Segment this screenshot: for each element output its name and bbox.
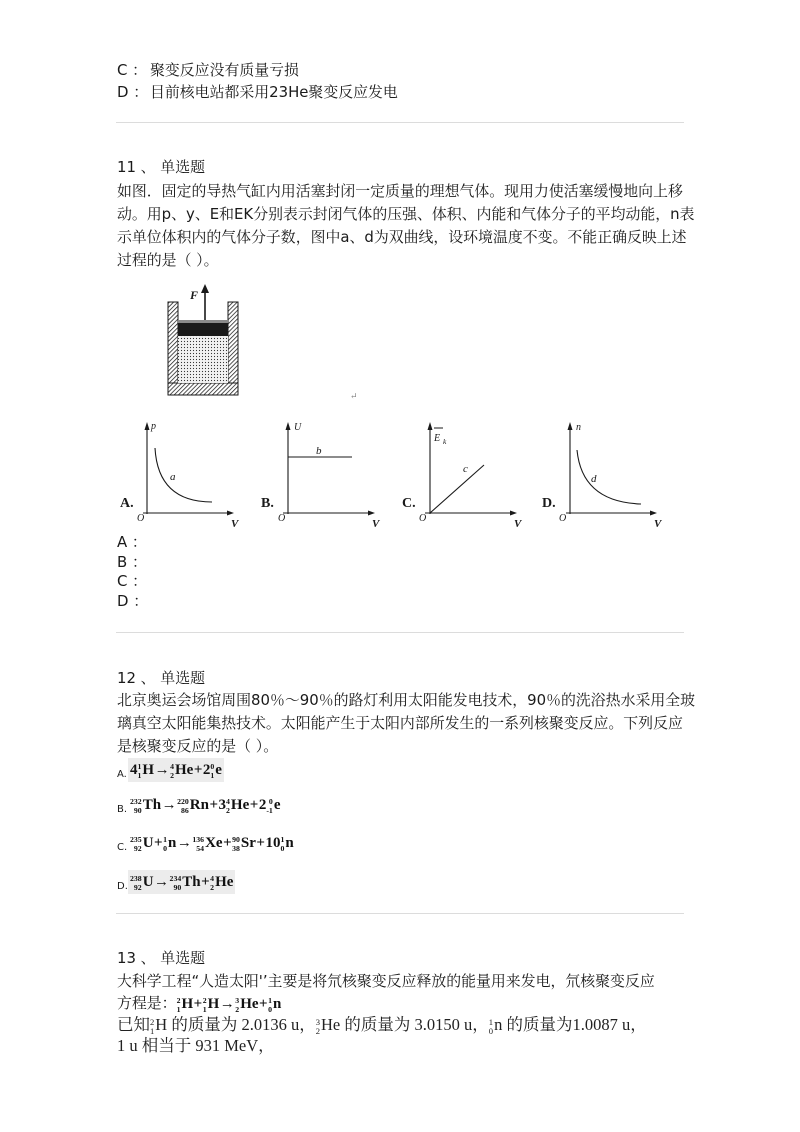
element-symbol: He: [174, 762, 194, 778]
nuclide-numbers: [130, 836, 142, 852]
nuclide: [280, 831, 293, 855]
formula-text: 的质量为 2.0136 u，: [167, 1015, 316, 1034]
atomic-number: 0: [268, 1004, 272, 1014]
question-header: 12 、 单选题: [117, 669, 205, 687]
nuclear-equation: [128, 831, 296, 855]
y-axis-arrow-icon: [568, 422, 573, 430]
mass-number: 4: [170, 762, 174, 772]
atomic-number: 2: [170, 770, 174, 780]
gas-region: [178, 336, 228, 383]
option-c[interactable]: [117, 831, 417, 855]
stem-line: 大科学工程“人造太阳'’主要是将氘核聚变反应释放的能量用来发电，氘核聚变反应: [117, 972, 655, 990]
element-symbol: U: [142, 835, 154, 851]
nuclide: [130, 831, 154, 855]
origin-label: O: [137, 513, 145, 524]
nuclide-numbers: [177, 997, 181, 1013]
coefficient: 2: [258, 797, 267, 813]
operator: →: [154, 762, 170, 778]
element-symbol: He: [215, 874, 234, 890]
formula-text: 的质量为 3.0150 u，: [340, 1015, 489, 1034]
nuclide-numbers: [210, 875, 214, 891]
x-axis-arrow-icon: [650, 511, 657, 516]
nuclide: [192, 831, 222, 855]
atomic-number: 1: [176, 1004, 181, 1014]
mass-number: 0: [268, 797, 273, 807]
nuclide: [163, 831, 176, 855]
x-axis-arrow-icon: [227, 511, 234, 516]
atomic-number: -1: [266, 805, 273, 815]
nuclide-numbers: [235, 997, 239, 1013]
nuclide-numbers: [130, 875, 142, 891]
atomic-number: 92: [133, 882, 142, 892]
nuclide: [177, 793, 209, 817]
force-label: F: [190, 288, 199, 302]
atomic-number: 1: [150, 1025, 155, 1036]
atomic-number: 1: [202, 1004, 207, 1014]
atomic-number: 2: [315, 1025, 321, 1036]
mass-number: 90: [232, 835, 240, 845]
nuclear-equation: [128, 793, 282, 817]
operator: →: [161, 797, 177, 813]
x-axis-label: V: [654, 518, 662, 530]
nuclide-numbers: [489, 1018, 493, 1036]
atomic-number: 0: [488, 1025, 494, 1036]
element-symbol: Sr: [240, 835, 256, 851]
mass-number: 235: [130, 835, 142, 845]
mass-number: 2: [150, 1016, 155, 1027]
element-symbol: Rn: [189, 797, 209, 813]
graph-option-label: C.: [402, 496, 416, 511]
x-axis-label: V: [231, 518, 239, 530]
nuclide-numbers: [232, 836, 240, 852]
element-symbol: Xe: [205, 835, 223, 851]
nuclide-numbers: [150, 1018, 154, 1036]
nuclide-numbers: [130, 798, 142, 814]
atomic-number: 0: [163, 843, 168, 853]
atomic-number: 90: [173, 882, 182, 892]
option-graphs: [0, 410, 800, 532]
curve-label: a: [170, 471, 176, 483]
element-symbol: He: [240, 996, 259, 1012]
question-stem: [117, 689, 695, 758]
atomic-number: 86: [180, 805, 189, 815]
cylinder-piston-figure: [0, 280, 400, 405]
coefficient: 4: [130, 762, 138, 778]
stem-line: 璃真空太阳能集热技术。太阳能产生于太阳内部所发生的一系列核聚变反应。下列反应: [117, 713, 683, 732]
proportional-line: [430, 465, 484, 513]
equation-line: [117, 992, 281, 1014]
nuclide-numbers: [163, 836, 167, 852]
nuclide: [210, 870, 233, 894]
operator: +: [223, 835, 232, 851]
cylinder-left-wall: [168, 302, 178, 395]
stem-line: 如图．固定的导热气缸内用活塞封闭一定质量的理想气体。现用力使活塞缓慢地向上移: [117, 181, 683, 200]
mass-number: 4: [210, 874, 215, 884]
nuclide: [210, 758, 222, 782]
operator: +: [249, 797, 259, 813]
nuclide: [266, 793, 280, 817]
fusion-equation: [177, 996, 282, 1012]
mass-number: 0: [210, 762, 215, 772]
option-a[interactable]: [117, 758, 417, 782]
element-symbol: H: [142, 762, 155, 778]
element-symbol: He: [321, 1015, 341, 1034]
nuclide: [489, 1014, 503, 1036]
element-symbol: H: [207, 996, 220, 1012]
option-label: C.: [117, 842, 128, 853]
question-divider: [116, 632, 684, 633]
mass-number: 238: [130, 874, 142, 884]
mass-number: 1: [137, 762, 142, 772]
nuclide-numbers: [226, 798, 230, 814]
atomic-number: 54: [196, 843, 205, 853]
mass-number: 3: [315, 1016, 321, 1027]
graph-d: [542, 422, 663, 530]
atomic-number: 1: [210, 770, 215, 780]
cylinder-right-wall: [228, 302, 238, 395]
y-axis-arrow-icon: [428, 422, 433, 430]
nuclide-numbers: [266, 798, 273, 814]
nuclide-numbers: [192, 836, 204, 852]
nuclide: [268, 993, 281, 1015]
operator: →: [176, 835, 192, 851]
element-symbol: n: [273, 996, 282, 1012]
nuclide: [203, 993, 220, 1015]
operator: +: [256, 835, 265, 851]
option-label: D.: [117, 881, 128, 892]
nuclide-numbers: [177, 798, 189, 814]
coefficient: 3: [218, 797, 227, 813]
nuclide-numbers: [316, 1018, 320, 1036]
stem-line: 过程的是（ ）。: [117, 250, 219, 269]
origin-label: O: [278, 513, 286, 524]
nuclide: [316, 1014, 341, 1036]
nuclear-equation: [128, 758, 224, 782]
curve-label: d: [591, 473, 597, 485]
atomic-number: 0: [280, 843, 285, 853]
mass-number: 2: [202, 996, 207, 1006]
nuclide-numbers: [170, 875, 182, 891]
option-b[interactable]: B ：: [117, 552, 147, 571]
element-symbol: U: [142, 874, 154, 890]
formula-text: 已知: [117, 1015, 150, 1034]
element-symbol: n: [494, 1015, 503, 1034]
stem-line: 示单位体积内的气体分子数，图中a、d为双曲线，设环境温度不变。不能正确反映上述: [117, 227, 687, 246]
nuclide: [138, 758, 155, 782]
equation-intro: 方程是：: [117, 994, 177, 1012]
element-symbol: H: [181, 996, 194, 1012]
nuclide: [130, 793, 161, 817]
option-c[interactable]: [117, 60, 299, 80]
option-label: D ：: [117, 83, 149, 101]
x-axis-label: V: [514, 518, 522, 530]
option-b[interactable]: [117, 793, 417, 817]
option-label: A.: [117, 769, 127, 780]
hyperbola-curve: [155, 448, 212, 502]
mass-number: 1: [280, 835, 285, 845]
nuclide: [226, 793, 249, 817]
atomic-number: 1: [137, 770, 142, 780]
origin-label: O: [559, 513, 567, 524]
operator: +: [154, 835, 163, 851]
mass-number: 2: [176, 996, 181, 1006]
operator: +: [209, 797, 219, 813]
return-mark: ↵: [350, 391, 358, 401]
mass-number: 1: [488, 1016, 494, 1027]
option-label: B.: [117, 804, 128, 815]
y-axis-label-subscript: k: [443, 437, 447, 446]
graph-option-label: D.: [542, 496, 556, 511]
option-d[interactable]: [117, 870, 417, 894]
graph-b: [261, 422, 381, 530]
y-axis-label: n: [576, 422, 581, 433]
mass-number: 136: [192, 835, 205, 845]
element-symbol: n: [285, 835, 294, 851]
nuclear-equation: [128, 870, 235, 894]
atomic-number: 38: [232, 843, 240, 853]
mass-number: 220: [177, 797, 189, 807]
force-arrow-icon: [201, 284, 209, 293]
mass-number: 232: [130, 797, 142, 807]
operator: +: [193, 762, 203, 778]
option-a[interactable]: A ：: [117, 533, 147, 551]
curve-label: c: [463, 463, 468, 475]
nuclide-numbers: [138, 763, 142, 779]
atomic-number: 92: [133, 843, 142, 853]
nuclide: [130, 870, 154, 894]
nuclide: [170, 758, 193, 782]
mass-number: 4: [226, 797, 230, 807]
element-symbol: e: [273, 797, 281, 813]
question-header: 13 、 单选题: [117, 949, 205, 967]
formula-text: 的质量为1.0087 u，: [502, 1015, 647, 1034]
nuclide-numbers: [210, 763, 214, 779]
atomic-number: 2: [210, 882, 215, 892]
piston-top: [178, 320, 228, 323]
operator: +: [201, 874, 210, 890]
stem-line: 北京奥运会场馆周围80％～90％的路灯利用太阳能发电技术，90％的洗浴热水采用全玻: [117, 690, 696, 709]
graph-c: [402, 422, 523, 530]
option-d[interactable]: D ：: [117, 592, 149, 611]
operator: +: [259, 996, 268, 1012]
operator: →: [154, 874, 170, 890]
nuclide: [150, 1014, 167, 1036]
x-axis-label: V: [372, 518, 380, 530]
nuclide: [235, 993, 258, 1015]
element-symbol: e: [215, 762, 222, 778]
y-axis-label: E: [434, 433, 441, 444]
origin-label: O: [419, 513, 427, 524]
atomic-number: 2: [235, 1004, 240, 1014]
mass-number: 234: [169, 874, 182, 884]
nuclide: [170, 870, 201, 894]
coefficient: 10: [265, 835, 281, 851]
option-text: 聚变反应没有质量亏损: [150, 61, 299, 79]
nuclide-numbers: [280, 836, 284, 852]
option-c[interactable]: C ：: [117, 572, 148, 591]
mass-number: 1: [268, 996, 272, 1006]
hyperbola-curve: [577, 450, 641, 504]
piston: [178, 323, 228, 336]
y-axis-arrow-icon: [286, 422, 291, 430]
graph-option-label: B.: [261, 496, 274, 511]
mass-number: 1: [163, 835, 168, 845]
graph-a: [120, 421, 240, 530]
operator: →: [219, 996, 235, 1012]
element-symbol: He: [230, 797, 250, 813]
atomic-number: 90: [133, 805, 142, 815]
operator: +: [193, 996, 203, 1012]
nuclide-numbers: [203, 997, 207, 1013]
coefficient: 2: [202, 762, 211, 778]
curve-label: b: [316, 445, 322, 457]
option-text: 目前核电站都采用23He聚变反应发电: [150, 83, 398, 101]
nuclide-numbers: [268, 997, 272, 1013]
question-divider: [116, 913, 684, 914]
x-axis-arrow-icon: [510, 511, 517, 516]
mass-energy-conversion: 1 u 相当于 931 MeV，: [117, 1036, 275, 1055]
option-d[interactable]: [117, 82, 398, 102]
question-divider: [116, 122, 684, 123]
y-axis-arrow-icon: [145, 422, 150, 430]
mass-number: 3: [235, 996, 240, 1006]
element-symbol: H: [155, 1015, 168, 1034]
given-masses-line: [117, 1014, 647, 1036]
element-symbol: n: [168, 835, 177, 851]
cylinder-bottom: [168, 383, 238, 395]
element-symbol: Th: [182, 874, 201, 890]
atomic-number: 2: [226, 805, 230, 815]
nuclide: [177, 993, 194, 1015]
y-axis-label: U: [294, 422, 302, 433]
stem-line: 动。用p、y、E和EK分别表示封闭气体的压强、体积、内能和气体分子的平均动能，n表: [117, 204, 695, 223]
stem-line: 是核聚变反应的是（ ）。: [117, 736, 279, 755]
nuclide-numbers: [170, 763, 174, 779]
question-stem: [117, 180, 694, 272]
element-symbol: Th: [142, 797, 162, 813]
option-label: C ：: [117, 61, 148, 79]
graph-option-label: A.: [120, 496, 134, 511]
y-axis-label: p: [151, 421, 156, 432]
answer-options: [117, 533, 148, 612]
nuclide: [232, 831, 256, 855]
question-header: 11 、 单选题: [117, 158, 205, 176]
x-axis-arrow-icon: [368, 511, 375, 516]
